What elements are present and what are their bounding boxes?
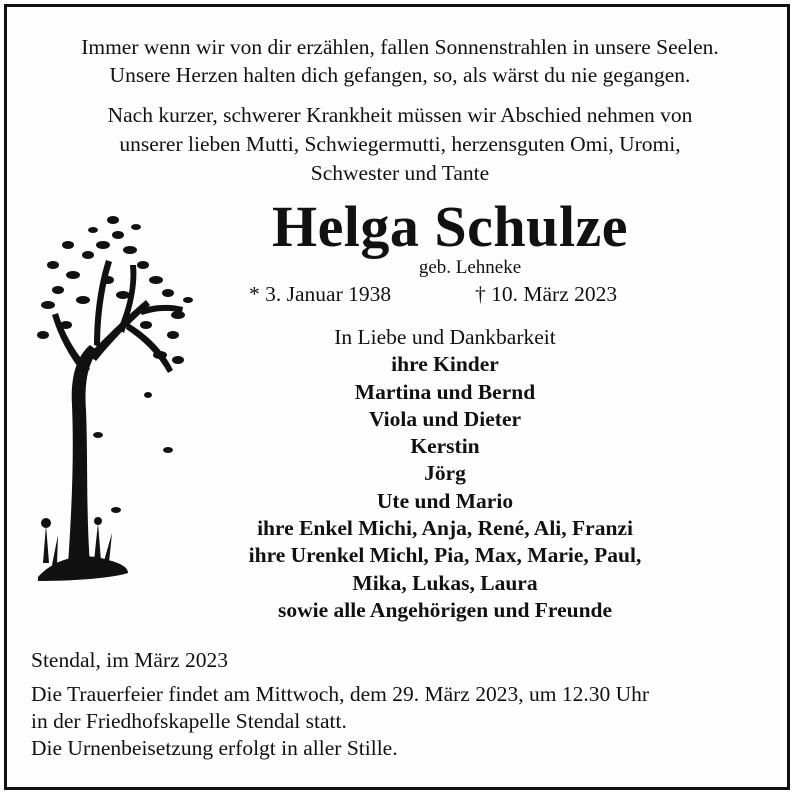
quote-line: Unsere Herzen halten dich gefangen, so, als wärst du nie gegangen. xyxy=(109,63,691,87)
mourners-list xyxy=(245,324,645,624)
quote-verse xyxy=(0,33,800,89)
mourner-line: Jörg xyxy=(424,461,466,486)
maiden-name: geb. Lehneke xyxy=(418,257,522,278)
notice-line: Die Trauerfeier findet am Mittwoch, dem 29. März 2023, um 12.30 Uhr xyxy=(31,682,649,706)
death-date: † 10. März 2023 xyxy=(475,282,618,306)
mourner-line: ihre Urenkel Michl, Pia, Max, Marie, Paul, xyxy=(248,543,642,568)
mourner-line: Mika, Lukas, Laura xyxy=(352,570,538,595)
tree-with-falling-leaves-icon xyxy=(28,205,198,590)
mourner-line: ihre Enkel Michi, Anja, René, Ali, Franzi xyxy=(257,516,633,541)
birth-date: * 3. Januar 1938 xyxy=(249,282,392,306)
intro-text xyxy=(0,101,800,188)
intro-line: unserer lieben Mutti, Schwiegermutti, herzensguten Omi, Uromi, xyxy=(119,132,681,156)
quote-line: Immer wenn wir von dir erzählen, fallen Sonnenstrahlen in unsere Seelen. xyxy=(81,35,719,59)
notice-line: in der Friedhofskapelle Stendal statt. xyxy=(31,709,347,733)
mourner-line: Viola und Dieter xyxy=(368,406,522,431)
mourners-lead: In Liebe und Dankbarkeit xyxy=(334,325,556,349)
mourner-line: Kerstin xyxy=(410,434,480,459)
mourner-line: ihre Kinder xyxy=(391,352,499,377)
notice-line: Die Urnenbeisetzung erfolgt in aller Stille. xyxy=(31,736,398,760)
mourner-line: Ute und Mario xyxy=(376,488,514,513)
intro-line: Schwester und Tante xyxy=(310,161,490,185)
intro-line: Nach kurzer, schwerer Krankheit müssen wir Abschied nehmen von xyxy=(107,103,693,127)
deceased-name: Helga Schulze xyxy=(271,194,629,259)
place-date: Stendal, im März 2023 xyxy=(31,648,229,672)
mourner-line: Martina und Bernd xyxy=(354,379,536,404)
funeral-notice xyxy=(31,681,776,762)
mourner-line: sowie alle Angehörigen und Freunde xyxy=(277,597,613,622)
